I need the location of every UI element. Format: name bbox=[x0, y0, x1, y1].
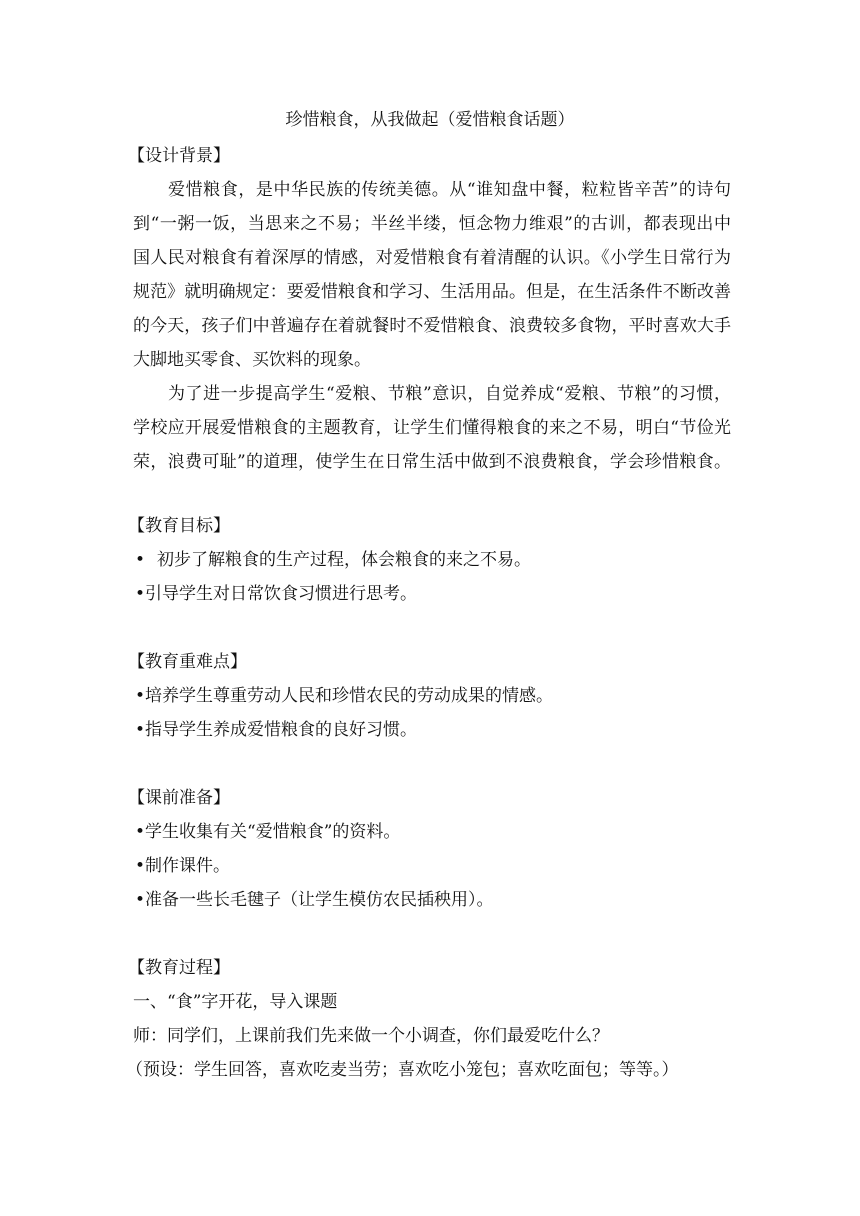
expected-answer-note: （预设：学生回答，喜欢吃麦当劳；喜欢吃小笼包；喜欢吃面包；等等。） bbox=[126, 1060, 679, 1080]
goal-item-text: 初步了解粮食的生产过程，体会粮食的来之不易。 bbox=[157, 550, 531, 570]
bullet-icon: • bbox=[135, 720, 146, 740]
background-heading: 【设计背景】 bbox=[128, 146, 230, 166]
list-item bbox=[135, 582, 417, 606]
process-section-title: 一、“食”字开花，导入课题 bbox=[133, 992, 338, 1012]
preparation-heading: 【课前准备】 bbox=[128, 788, 230, 808]
bullet-icon: • bbox=[135, 550, 146, 570]
list-item bbox=[135, 888, 494, 912]
bullet-icon: • bbox=[135, 822, 146, 842]
background-paragraph-line: 规范》就明确规定：要爱惜粮食和学习、生活用品。但是，在生活条件不断改善 bbox=[133, 282, 731, 302]
bullet-icon: • bbox=[135, 686, 146, 706]
background-paragraph-line: 大脚地买零食、买饮料的现象。 bbox=[133, 350, 371, 370]
list-item bbox=[135, 684, 553, 708]
background-paragraph-line: 爱惜粮食，是中华民族的传统美德。从“谁知盘中餐，粒粒皆辛苦”的诗句 bbox=[168, 180, 731, 200]
preparation-item-text: 制作课件。 bbox=[145, 856, 230, 876]
keypoints-heading: 【教育重难点】 bbox=[128, 652, 247, 672]
bullet-icon: • bbox=[135, 584, 146, 604]
document-title: 珍惜粮食，从我做起（爱惜粮食话题） bbox=[285, 110, 575, 130]
background-paragraph-line: 荣，浪费可耻”的道理，使学生在日常生活中做到不浪费粮食，学会珍惜粮食。 bbox=[133, 452, 731, 472]
background-paragraph-line: 学校应开展爱惜粮食的主题教育，让学生们懂得粮食的来之不易，明白“节俭光 bbox=[133, 418, 731, 438]
list-item bbox=[135, 820, 400, 844]
background-paragraph-line: 为了进一步提高学生“爱粮、节粮”意识，自觉养成“爱粮、节粮”的习惯， bbox=[168, 384, 731, 404]
process-heading: 【教育过程】 bbox=[128, 958, 230, 978]
list-item bbox=[135, 548, 531, 572]
goals-heading: 【教育目标】 bbox=[128, 516, 230, 536]
background-paragraph-line: 到“一粥一饭，当思来之不易；半丝半缕，恒念物力维艰”的古训，都表现出中 bbox=[133, 214, 731, 234]
bullet-icon: • bbox=[135, 890, 146, 910]
background-paragraph-line: 国人民对粮食有着深厚的情感，对爱惜粮食有着清醒的认识。《小学生日常行为 bbox=[133, 248, 731, 268]
list-item bbox=[135, 718, 417, 742]
teacher-line: 师：同学们，上课前我们先来做一个小调查，你们最爱吃什么？ bbox=[133, 1026, 609, 1046]
keypoint-item-text: 培养学生尊重劳动人民和珍惜农民的劳动成果的情感。 bbox=[145, 686, 553, 706]
bullet-icon: • bbox=[135, 856, 146, 876]
preparation-item-text: 准备一些长毛毽子（让学生模仿农民插秧用）。 bbox=[145, 890, 494, 910]
list-item bbox=[135, 854, 230, 878]
keypoint-item-text: 指导学生养成爱惜粮食的良好习惯。 bbox=[145, 720, 417, 740]
background-paragraph-line: 的今天，孩子们中普遍存在着就餐时不爱惜粮食、浪费较多食物，平时喜欢大手 bbox=[133, 316, 731, 336]
preparation-item-text: 学生收集有关“爱惜粮食”的资料。 bbox=[145, 822, 401, 842]
goal-item-text: 引导学生对日常饮食习惯进行思考。 bbox=[145, 584, 417, 604]
